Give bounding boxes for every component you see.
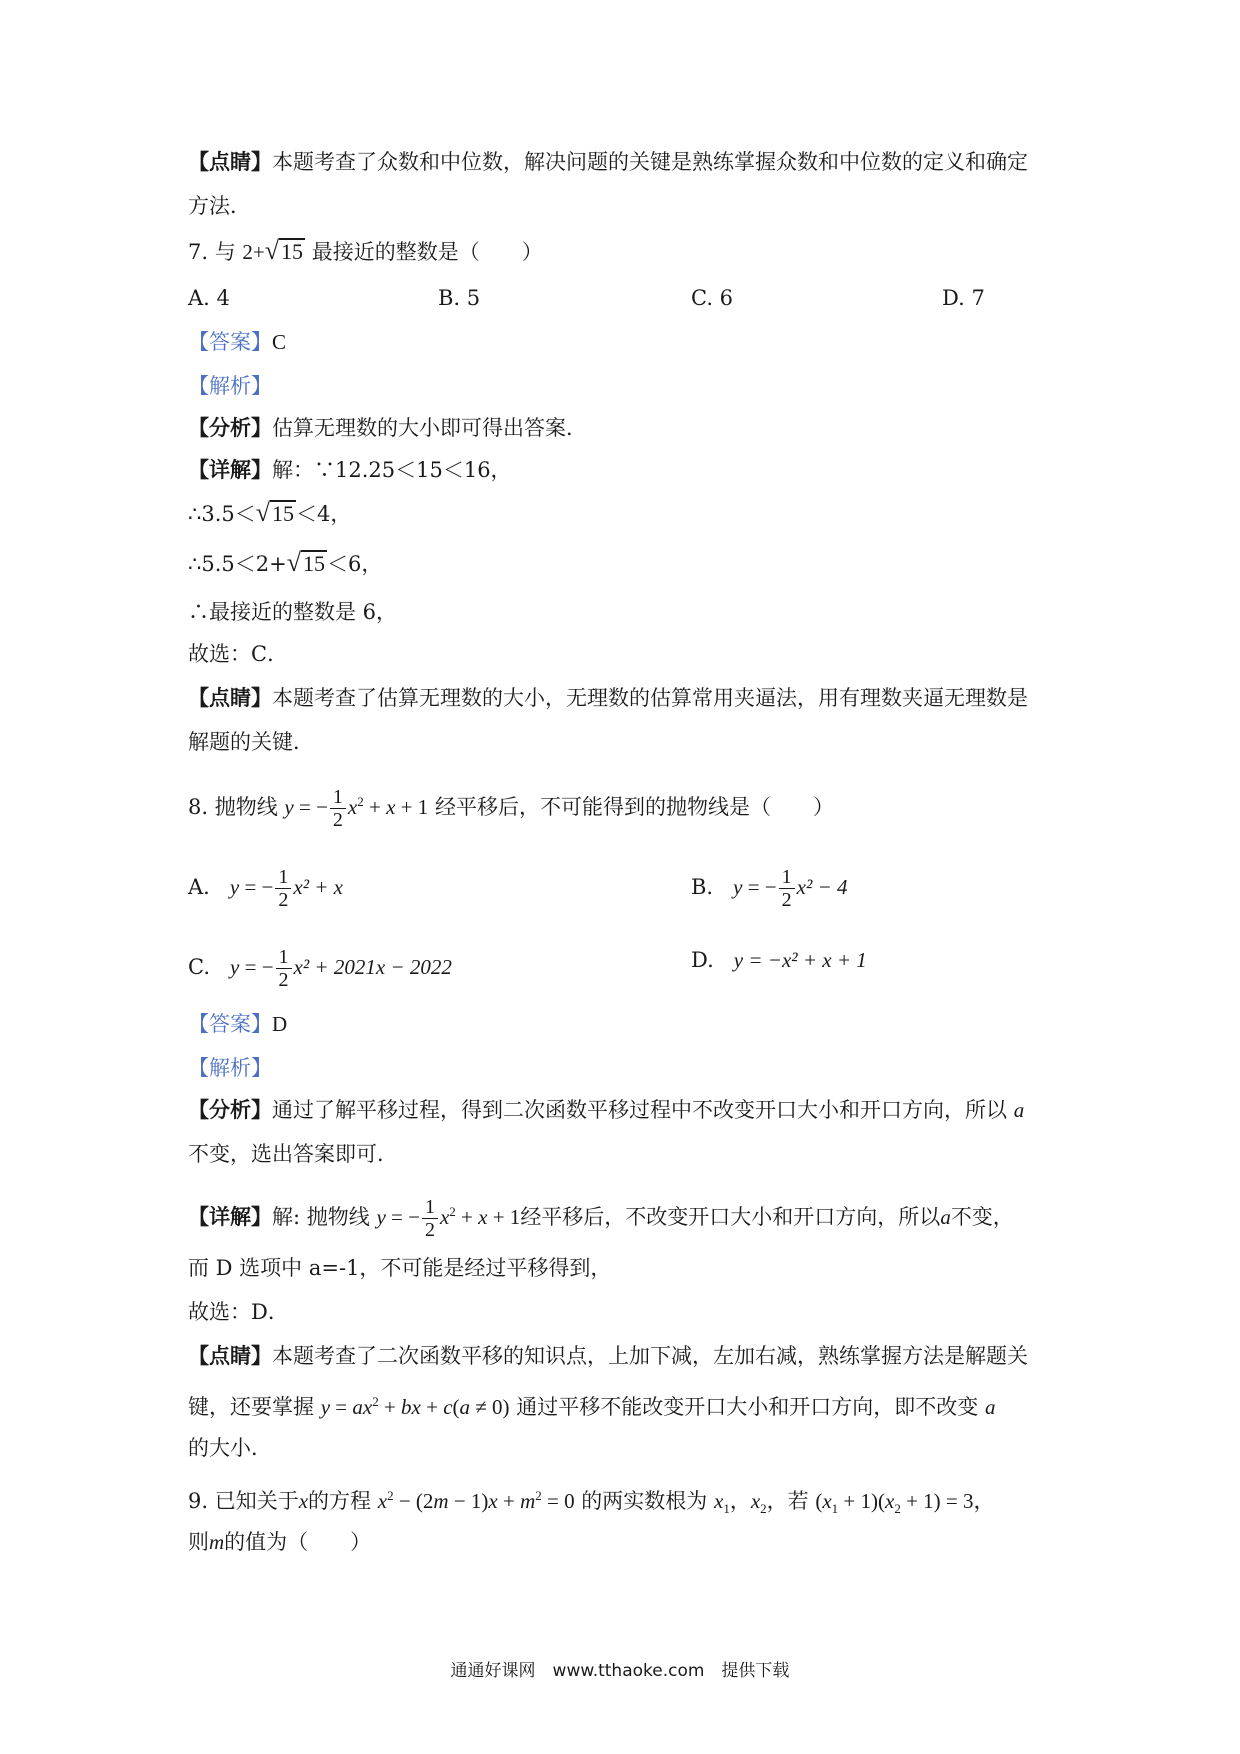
q7-step1: ∴3.5＜ √ 15 ＜4，	[188, 498, 352, 527]
dianjing-text: 本题考查了二次函数平移的知识点，上加下减，左加右减，熟练掌握方法是解题关	[272, 1344, 1028, 1368]
q7-number: 7. 与	[188, 240, 236, 264]
q8-jiexi: 【解析】	[188, 1056, 272, 1080]
q9-stem: 9. 已知关于x的方程 $x^2 - (2m - 1)x + m^2 = 0$ 的两实数根为 $x_1$，$x_2$，若 $(x_1 + 1)(x_2 + 1) = 3$，	[188, 1488, 995, 1517]
xiangjie-label: 【详解】	[188, 1204, 272, 1229]
q7-dianjing	[188, 684, 1028, 712]
q7-stem	[188, 238, 543, 266]
xiangjie-label: 【详解】	[188, 457, 272, 482]
dianjing-text: 本题考查了估算无理数的大小，无理数的估算常用夹逼法，用有理数夹逼无理数是	[272, 686, 1028, 710]
q8-option-d: D. y = −x² + x + 1	[691, 948, 867, 972]
q7-step3: ∴最接近的整数是 6，	[188, 600, 398, 624]
q8-stem: 8. 抛物线 y = − $\frac{1}{2}$ $x^2 + x + 1$ 经平移后，不可能得到的抛物线是（ ）	[188, 786, 834, 831]
answer-value: C	[272, 330, 287, 354]
dianjing-label: 【点睛】	[188, 1343, 272, 1368]
q8-xiangjie-line2: 而 D 选项中 a=-1，不可能是经过平移得到，	[188, 1256, 612, 1280]
fenxi-text: 估算无理数的大小即可得出答案．	[272, 416, 587, 440]
fenxi-label: 【分析】	[188, 1097, 272, 1122]
q8-dianjing-line2: 键，还要掌握 $y = ax^2$ + bx + c(a ≠ 0) 通过平移不能改变开口大小和开口方向，即不改变 a	[188, 1394, 996, 1419]
q7-expr: 2+	[242, 240, 265, 264]
q8-guxuan: 故选：D．	[188, 1300, 289, 1324]
q8-option-c: C. y = − $\frac{1}{2}$ x² + 2021x − 2022	[188, 946, 452, 991]
q8-fenxi: 【分析】通过了解平移过程，得到二次函数平移过程中不改变开口大小和开口方向，所以 a	[188, 1097, 1025, 1122]
sqrt-symbol: √ 15	[286, 548, 325, 577]
q7-guxuan: 故选：C．	[188, 642, 289, 666]
q8-xiangjie: 【详解】解: 抛物线 y = − $\frac{1}{2}$ $x^2 + x + 1$经平移后，不改变开口大小和开口方向，所以a不变，	[188, 1196, 1014, 1241]
page-footer: 通通好课网 www.tthaoke.com 提供下载	[450, 1661, 790, 1681]
sqrt-symbol: √ 15	[264, 236, 304, 265]
q7-fenxi	[188, 414, 587, 442]
q9-line2: 则m的值为（ ）	[188, 1530, 372, 1554]
q7-option-c: C. 6	[691, 286, 734, 310]
q6-dianjing	[188, 148, 1028, 176]
q8-answer	[188, 1010, 287, 1038]
q8-fenxi-cont: 不变，选出答案即可．	[188, 1142, 398, 1166]
fenxi-text: 通过了解平移过程，得到二次函数平移过程中不改变开口大小和开口方向，所以	[272, 1098, 1007, 1122]
dianjing-label: 【点睛】	[188, 149, 272, 174]
dianjing-text: 本题考查了众数和中位数，解决问题的关键是熟练掌握众数和中位数的定义和确定	[272, 150, 1028, 174]
answer-value: D	[272, 1012, 288, 1036]
fraction-half: $\frac{1}{2}$	[330, 786, 346, 831]
q7-answer	[188, 328, 286, 356]
q8-dianjing-line3: 的大小．	[188, 1436, 272, 1460]
q7-xiangjie	[188, 456, 512, 484]
q7-dianjing-cont: 解题的关键．	[188, 730, 314, 754]
answer-label: 【答案】	[188, 1012, 272, 1036]
q8-number: 8. 抛物线	[188, 795, 278, 819]
q8-stem-end: 经平移后，不可能得到的抛物线是（ ）	[434, 795, 834, 819]
q6-dianjing-cont: 方法．	[188, 194, 251, 218]
xiangjie-text: 解：∵12.25＜15＜16，	[272, 458, 512, 482]
q7-stem-end: 最接近的整数是（ ）	[311, 240, 543, 264]
q8-option-a: A. y = − $\frac{1}{2}$ x² + x	[188, 866, 343, 911]
q7-jiexi: 【解析】	[188, 374, 272, 398]
dianjing-label: 【点睛】	[188, 685, 272, 710]
sqrt-symbol: √ 15	[255, 498, 295, 527]
q7-option-b: B. 5	[438, 286, 481, 310]
q8-dianjing	[188, 1342, 1028, 1370]
q7-step2: ∴5.5＜2+ √ 15 ＜6，	[188, 548, 383, 577]
answer-label: 【答案】	[188, 330, 272, 354]
q8-option-b: B. y = − $\frac{1}{2}$ x² − 4	[691, 866, 848, 911]
q7-option-a: A. 4	[188, 286, 230, 310]
q7-option-d: D. 7	[942, 286, 985, 310]
fenxi-label: 【分析】	[188, 415, 272, 440]
